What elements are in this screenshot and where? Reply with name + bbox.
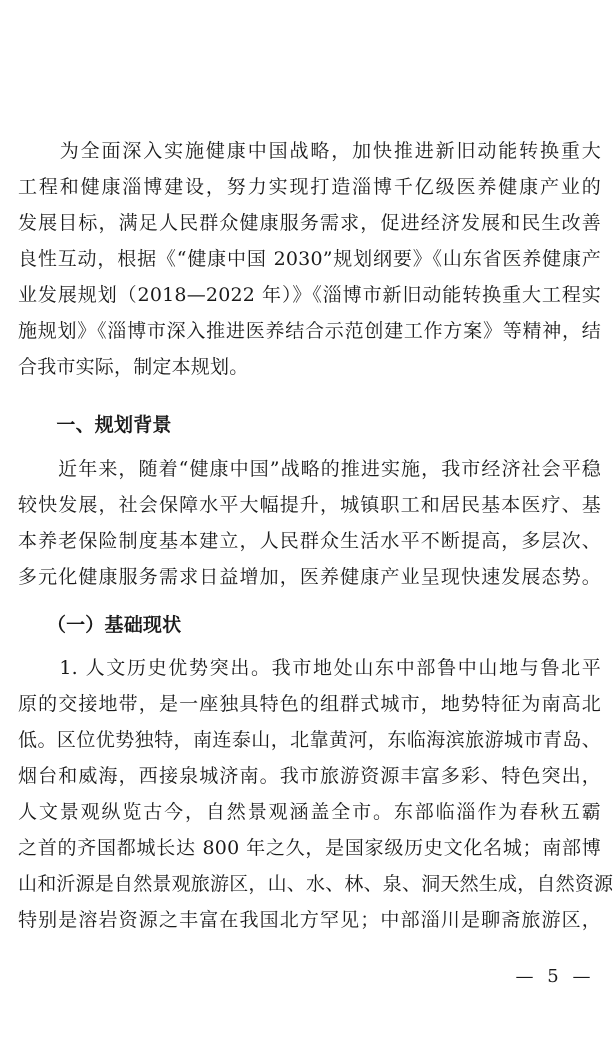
subsection-heading: （一）基础现状 [18, 614, 182, 636]
paragraph-line: 发展目标，满足人民群众健康服务需求，促进经济发展和民生改善 [18, 212, 601, 234]
paragraph-line: 近年来，随着“健康中国”战略的推进实施，我市经济社会平稳 [18, 458, 601, 480]
section-heading: 一、规划背景 [18, 414, 172, 436]
paragraph-line: 烟台和威海，西接泉城济南。我市旅游资源丰富多彩、特色突出， [18, 765, 601, 787]
page-number: — 5 — [515, 966, 595, 987]
paragraph-line: 工程和健康淄博建设，努力实现打造淄博千亿级医养健康产业的 [18, 176, 601, 198]
paragraph-line: 良性互动，根据《“健康中国 2030”规划纲要》《山东省医养健康产 [18, 248, 601, 270]
paragraph-line: 本养老保险制度基本建立，人民群众生活水平不断提高，多层次、 [18, 530, 601, 552]
paragraph-line: 特别是溶岩资源之丰富在我国北方罕见；中部淄川是聊斋旅游区， [18, 909, 601, 931]
paragraph-line: 多元化健康服务需求日益增加，医养健康产业呈现快速发展态势。 [18, 566, 601, 588]
paragraph-line: 低。区位优势独特，南连泰山，北靠黄河，东临海滨旅游城市青岛、 [18, 729, 601, 751]
paragraph-line: 1. 人文历史优势突出。我市地处山东中部鲁中山地与鲁北平 [18, 657, 601, 679]
paragraph-line: 合我市实际，制定本规划。 [18, 356, 249, 378]
paragraph-line: 原的交接地带，是一座独具特色的组群式城市，地势特征为南高北 [18, 693, 601, 715]
paragraph-line: 山和沂源是自然景观旅游区，山、水、林、泉、洞天然生成，自然资源 [18, 873, 614, 895]
paragraph-line: 业发展规划（2018—2022 年）》《淄博市新旧动能转换重大工程实 [18, 284, 601, 306]
paragraph-line: 施规划》《淄博市深入推进医养结合示范创建工作方案》等精神，结 [18, 320, 601, 342]
paragraph-line: 之首的齐国都城长达 800 年之久，是国家级历史文化名城；南部博 [18, 837, 601, 859]
paragraph-line: 人文景观纵览古今，自然景观涵盖全市。东部临淄作为春秋五霸 [18, 801, 601, 823]
paragraph-line: 较快发展，社会保障水平大幅提升，城镇职工和居民基本医疗、基 [18, 494, 601, 516]
paragraph-line: 为全面深入实施健康中国战略，加快推进新旧动能转换重大 [18, 140, 601, 162]
